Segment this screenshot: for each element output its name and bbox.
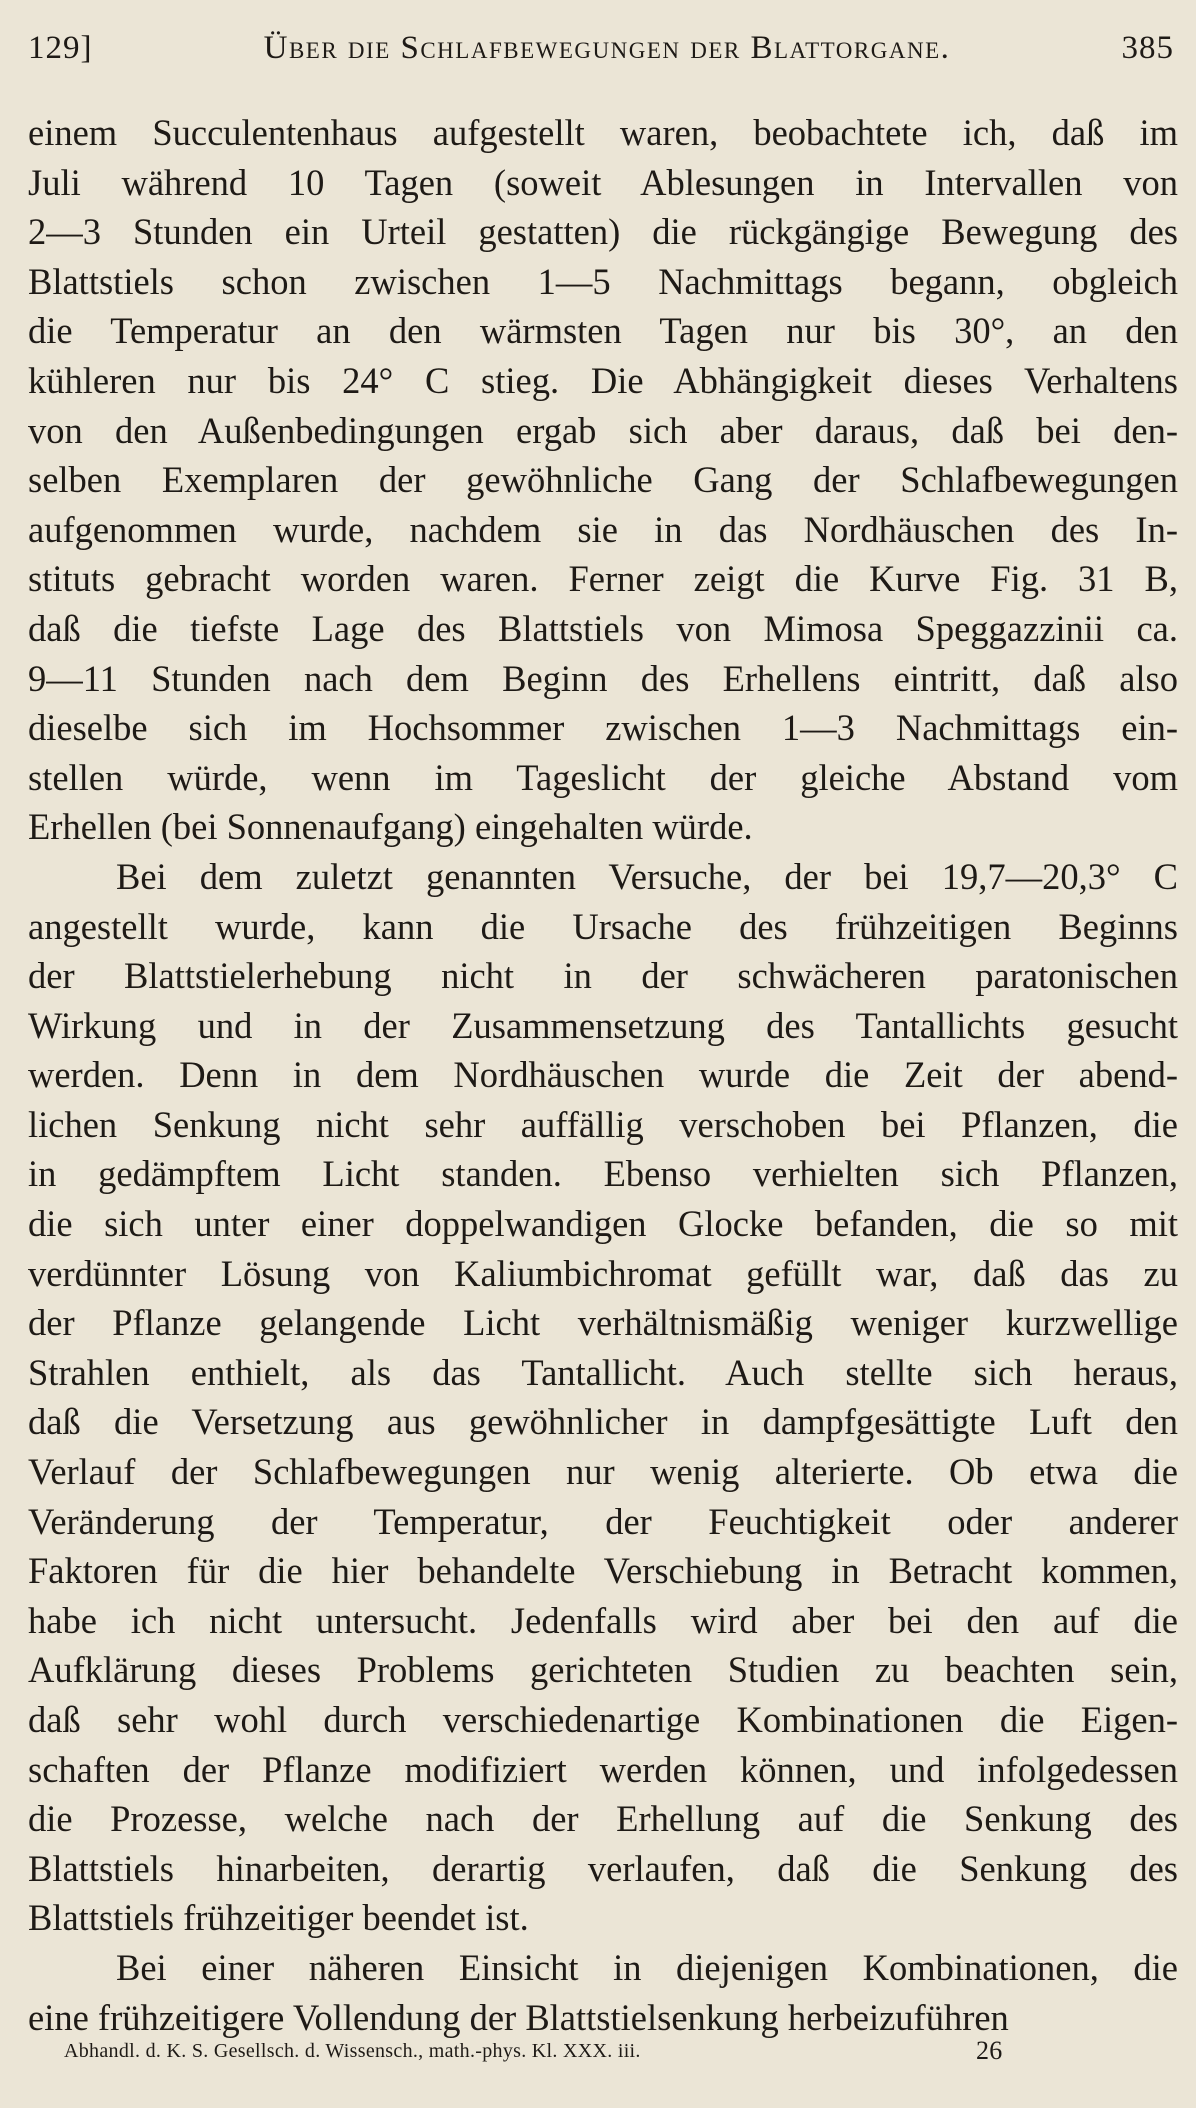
text-line: schaften der Pflanze modifiziert werden können, und infolgedessen <box>28 1748 1178 1790</box>
text-line: in gedämpftem Licht standen. Ebenso verhielten sich Pflanzen, <box>28 1153 1178 1195</box>
text-line: Blattstiels frühzeitiger beendet ist. <box>28 1897 529 1939</box>
text-line: Wirkung und in der Zusammensetzung des Tantallichts gesucht <box>28 1004 1178 1046</box>
text-line: eine frühzeitigere Vollendung der Blattstielsenkung herbeizuführen <box>28 1996 1009 2038</box>
text-line: dieselbe sich im Hochsommer zwischen 1—3 Nachmittags ein- <box>28 707 1178 749</box>
text-line: stellen würde, wenn im Tageslicht der gleiche Abstand vom <box>28 756 1178 798</box>
text-line: die sich unter einer doppelwandigen Glocke befanden, die so mit <box>28 1203 1178 1245</box>
text-line: von den Außenbedingungen ergab sich aber daraus, daß bei den- <box>28 409 1178 451</box>
text-line: verdünnter Lösung von Kaliumbichromat gefüllt war, daß das zu <box>28 1252 1178 1294</box>
text-line: werden. Denn in dem Nordhäuschen wurde die Zeit der abend- <box>28 1054 1178 1096</box>
text-line: habe ich nicht untersucht. Jedenfalls wird aber bei den auf die <box>28 1599 1178 1641</box>
text-line: Faktoren für die hier behandelte Verschiebung in Betracht kommen, <box>28 1550 1178 1592</box>
text-line: angestellt wurde, kann die Ursache des frühzeitigen Beginns <box>28 905 1178 947</box>
text-line: daß sehr wohl durch verschiedenartige Kombinationen die Eigen- <box>28 1699 1178 1740</box>
text-line: Blattstiels schon zwischen 1—5 Nachmittags begann, obgleich <box>28 260 1178 302</box>
text-line: Bei dem zuletzt genannten Versuche, der bei 19,7—20,3° C <box>116 855 1178 897</box>
text-line: Erhellen (bei Sonnenaufgang) eingehalten würde. <box>28 806 753 848</box>
running-title: Über die Schlafbewegungen der Blattorgane. <box>263 30 951 66</box>
body-text <box>28 108 1178 2042</box>
text-line: Veränderung der Temperatur, der Feuchtigkeit oder anderer <box>28 1500 1178 1542</box>
text-line: Strahlen enthielt, als das Tantallicht. Auch stellte sich heraus, <box>28 1351 1178 1393</box>
footer-note <box>64 2036 1196 2065</box>
text-line: Verlauf der Schlafbewegungen nur wenig alterierte. Ob etwa die <box>28 1451 1178 1493</box>
text-line: kühleren nur bis 24° C stieg. Die Abhängigkeit dieses Verhaltens <box>28 359 1178 401</box>
text-line: selben Exemplaren der gewöhnliche Gang der Schlafbewegungen <box>28 459 1178 501</box>
page-number: 385 <box>1121 30 1174 66</box>
text-line: lichen Senkung nicht sehr auffällig verschoben bei Pflanzen, die <box>28 1103 1178 1145</box>
running-header <box>28 30 1174 74</box>
section-number: 129] <box>28 30 93 66</box>
text-line: der Pflanze gelangende Licht verhältnismäßig weniger kurzwellige <box>28 1302 1178 1344</box>
footer-citation: Abhandl. d. K. S. Gesellsch. d. Wissensch., math.-phys. Kl. XXX. iii. <box>64 2040 641 2062</box>
text-line: daß die Versetzung aus gewöhnlicher in dampfgesättigte Luft den <box>28 1401 1178 1443</box>
text-line: der Blattstielerhebung nicht in der schwächeren paratonischen <box>28 955 1178 997</box>
text-line: stituts gebracht worden waren. Ferner zeigt die Kurve Fig. 31 B, <box>28 558 1178 600</box>
text-line: Aufklärung dieses Problems gerichteten Studien zu beachten sein, <box>28 1649 1178 1691</box>
text-line: Juli während 10 Tagen (soweit Ablesungen in Intervallen von <box>28 161 1178 203</box>
text-line: die Temperatur an den wärmsten Tagen nur bis 30°, an den <box>28 310 1178 352</box>
text-line: aufgenommen wurde, nachdem sie in das Nordhäuschen des In- <box>28 508 1178 550</box>
text-line: die Prozesse, welche nach der Erhellung auf die Senkung des <box>28 1798 1178 1840</box>
text-line: Bei einer näheren Einsicht in diejenigen Kombinationen, die <box>116 1946 1178 1988</box>
text-line: 9—11 Stunden nach dem Beginn des Erhellens eintritt, daß also <box>28 657 1178 699</box>
text-line: daß die tiefste Lage des Blattstiels von Mimosa Speggazzinii ca. <box>28 607 1178 649</box>
text-line: Blattstiels hinarbeiten, derartig verlaufen, daß die Senkung des <box>28 1847 1178 1889</box>
text-line: einem Succulentenhaus aufgestellt waren, beobachtete ich, daß im <box>28 112 1178 153</box>
text-line: 2—3 Stunden ein Urteil gestatten) die rückgängige Bewegung des <box>28 211 1178 253</box>
sheet-signature: 26 <box>976 2036 1003 2065</box>
